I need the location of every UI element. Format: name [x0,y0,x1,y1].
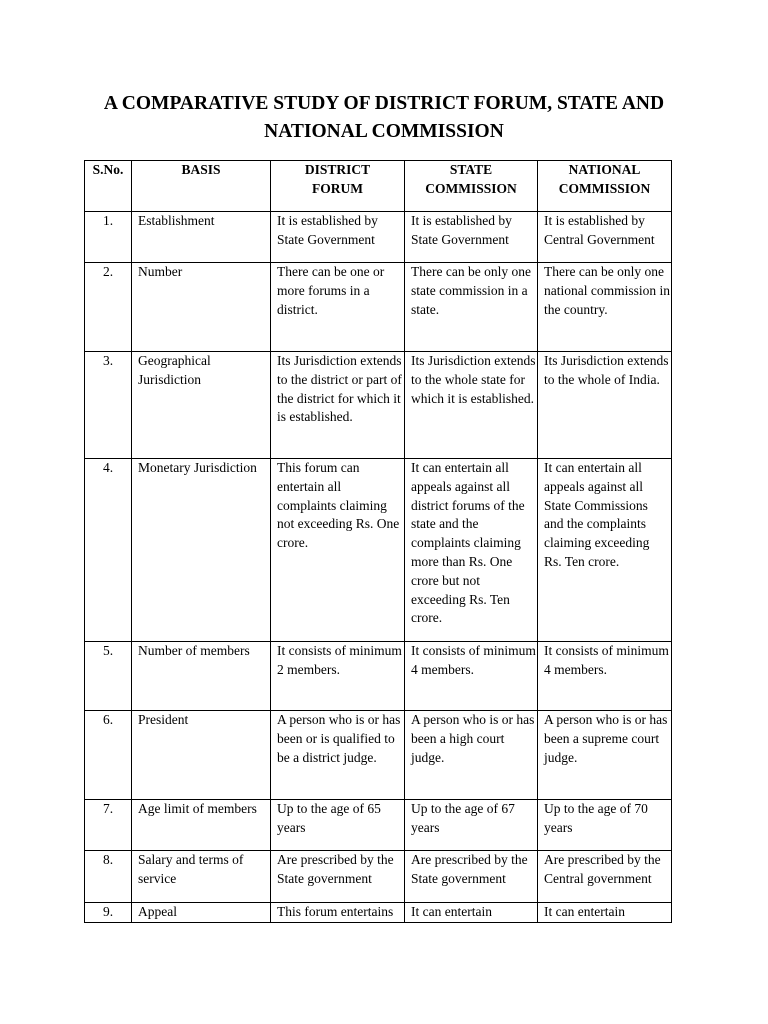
table-row [85,459,672,642]
row-national: It consists of minimum 4 members. [538,642,672,711]
header-sno: S.No. [85,161,132,212]
title-line-1: A COMPARATIVE STUDY OF DISTRICT FORUM, STATE AND [103,93,665,114]
table-row [85,212,672,263]
table-row [85,642,672,711]
row-sno: 1. [85,212,132,263]
row-basis: Monetary Jurisdiction [132,459,271,642]
row-national: It is established by Central Government [538,212,672,263]
row-sno: 9. [85,903,132,923]
row-national: It can entertain [538,903,672,923]
table-row [85,263,672,352]
row-sno: 6. [85,711,132,800]
row-national: Its Jurisdiction extends to the whole of India. [538,352,672,459]
row-district: It consists of minimum 2 members. [271,642,405,711]
header-basis: BASIS [132,161,271,212]
row-state: Its Jurisdiction extends to the whole state for which it is established. [405,352,538,459]
row-sno: 7. [85,800,132,851]
row-national: A person who is or has been a supreme court judge. [538,711,672,800]
header-state-commission [405,161,538,212]
table-row [85,903,672,923]
row-national: Are prescribed by the Central government [538,851,672,903]
table-row [85,352,672,459]
header-district-forum [271,161,405,212]
header-district-forum-label: DISTRICT FORUM [304,162,371,196]
row-basis: Geographical Jurisdiction [132,352,271,459]
row-state: It can entertain all appeals against all district forums of the state and the complaints claiming more than Rs. One crore but not exceeding Rs. Ten crore. [405,459,538,642]
table-row [85,711,672,800]
table-row [85,851,672,903]
row-basis: President [132,711,271,800]
row-state: It is established by State Government [405,212,538,263]
row-basis: Appeal [132,903,271,923]
row-district: Its Jurisdiction extends to the district or part of the district for which it is established. [271,352,405,459]
row-district: This forum can entertain all complaints claiming not exceeding Rs. One crore. [271,459,405,642]
row-district: There can be one or more forums in a district. [271,263,405,352]
row-sno: 2. [85,263,132,352]
header-national-commission [538,161,672,212]
table-row [85,800,672,851]
row-state: It can entertain [405,903,538,923]
row-state: It consists of minimum 4 members. [405,642,538,711]
row-district: Are prescribed by the State government [271,851,405,903]
row-district: A person who is or has been or is qualified to be a district judge. [271,711,405,800]
row-district: This forum entertains [271,903,405,923]
row-basis: Age limit of members [132,800,271,851]
table-header-row [85,161,672,212]
title-line-2: NATIONAL COMMISSION [264,121,504,142]
row-district: Up to the age of 65 years [271,800,405,851]
row-sno: 5. [85,642,132,711]
row-basis: Salary and terms of service [132,851,271,903]
row-state: Up to the age of 67 years [405,800,538,851]
row-state: There can be only one state commission in a state. [405,263,538,352]
row-national: There can be only one national commission in the country. [538,263,672,352]
page-title [60,90,708,146]
row-national: It can entertain all appeals against all State Commissions and the complaints claiming exceeding Rs. Ten crore. [538,459,672,642]
row-basis: Number [132,263,271,352]
header-national-commission-label: NATIONAL COMMISSION [558,162,651,196]
row-district: It is established by State Government [271,212,405,263]
row-sno: 4. [85,459,132,642]
row-basis: Establishment [132,212,271,263]
comparison-table [84,160,672,923]
row-sno: 8. [85,851,132,903]
header-state-commission-label: STATE COMMISSION [425,162,517,196]
row-national: Up to the age of 70 years [538,800,672,851]
row-state: Are prescribed by the State government [405,851,538,903]
row-sno: 3. [85,352,132,459]
row-state: A person who is or has been a high court judge. [405,711,538,800]
row-basis: Number of members [132,642,271,711]
